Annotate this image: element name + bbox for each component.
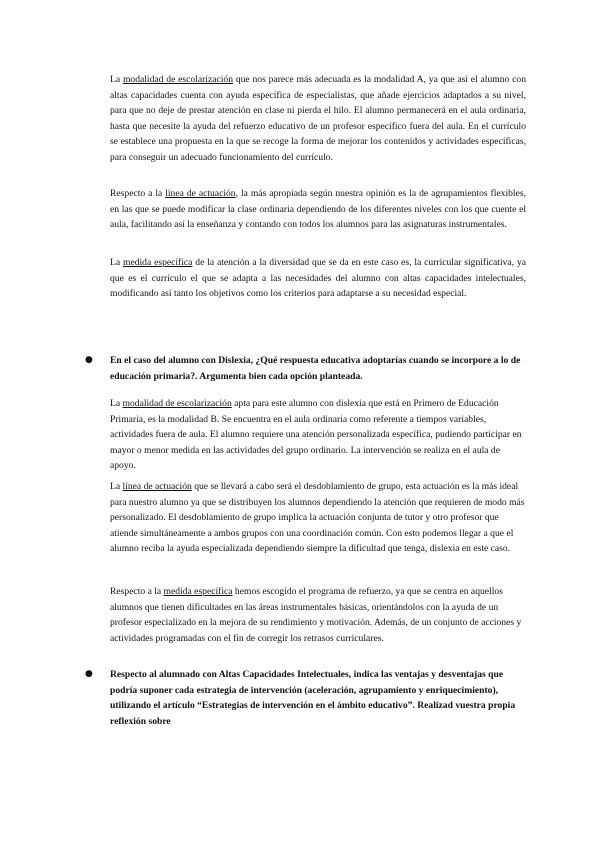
underlined-term: medida específica bbox=[163, 586, 233, 597]
bullet-icon: ● bbox=[85, 355, 93, 365]
underlined-term: línea de actuación bbox=[122, 481, 192, 492]
paragraph-text: Respecto a la bbox=[110, 586, 164, 597]
underlined-term: modalidad de escolarización bbox=[122, 74, 234, 85]
paragraph-text: La bbox=[110, 74, 123, 85]
paragraph-text: hemos escogido el programa de refuerzo, ya que se centra en aquellos alumnos que tienen dificultades en las áreas instrumentales básicas, orientándolos con la ayuda de un profesor especializado en la mejora de su rendimiento y motivación. Además, de un conjunto de acciones y actividades programadas con el fin de corregir los retrasos curriculares. bbox=[110, 586, 522, 644]
paragraph-text: , la más apropiada según nuestra opinión es la de agrupamientos flexibles, en las que se puede modificar la clase ordinaria dependiendo de los diferentes niveles con los que cuente el aula, facilitando así la enseñanza y contando con todos los alumnos para las asignaturas instrumentales. bbox=[110, 188, 526, 231]
paragraph-text: La bbox=[110, 481, 123, 492]
paragraph-modalidad-altas-capacidades bbox=[110, 72, 526, 166]
bullet-icon: ● bbox=[85, 669, 93, 679]
paragraph-text: que nos parece más adecuada es la modalidad A, ya que así el alumno con altas capacidades cuenta con ayuda específica de especialistas, que añade ejercicios adaptados a su nivel, para que no deje de prestar atención en clase ni pierda el hilo. El alumno permanecerá en el aula ordinaria, hasta que necesite la ayuda del refuerzo educativo de un profesor específico fuera del aula. En el currículo se establece una propuesta en la que se recoge la forma de mejorar los contenidos y actividades específicas, para conseguir un adecuado funcionamiento del currículo. bbox=[110, 74, 526, 163]
question-dislexia: En el caso del alumno con Dislexia, ¿Qué respuesta educativa adoptarías cuando se incorpore a lo de educación primaria?. Argumenta bien cada opción planteada. bbox=[110, 355, 521, 382]
paragraph-medida-especifica-altas-capacidades bbox=[110, 255, 526, 302]
paragraph-modalidad-dislexia bbox=[110, 396, 526, 474]
paragraph-text: La bbox=[110, 257, 123, 268]
paragraph-text: de la atención a la diversidad que se da en este caso es, la curricular significativa, ya que es el currículo el que se adapta a las necesidades del alumno con altas capacidades intelectuales, modificando así tanto los objetivos como los criterios para adaptarse a su necesidad especial. bbox=[110, 257, 527, 300]
paragraph-text: apta para este alumno con dislexia que está en Primero de Educación Primaria, es la modalidad B. Se encuentra en el aula ordinaria como referente a tiempos variables, actividades fuera de aula. El alumno requiere una atención personalizada específica, pudiendo participar en mayor o menor medida en las actividades del grupo ordinario. La intervención se realiza en el aula de apoyo. bbox=[110, 398, 522, 472]
underlined-term: modalidad de escolarización bbox=[122, 398, 232, 409]
paragraph-medida-especifica-dislexia bbox=[110, 584, 526, 646]
paragraph-text: Respecto a la bbox=[110, 188, 166, 199]
underlined-term: línea de actuación bbox=[165, 188, 236, 199]
paragraph-text: que se llevará a cabo será el desdoblamiento de grupo, esta actuación es la más ideal para nuestro alumno ya que se distribuyen los alumnos dependiendo la atención que requieren de modo más personalizado. El desdoblamiento de grupo implica la actuación conjunta de tutor y otro profesor que atiende simultáneamente a ambos grupos con una coordinación común. Con esto podemos llegar a que el alumno reciba la ayuda especializada dependiendo siempre la dificultad que tenga, dislexia en este caso. bbox=[110, 481, 525, 555]
question-altas-capacidades: Respecto al alumnado con Altas Capacidades Intelectuales, indica las ventajas y desventajas que podría suponer cada estrategia de intervención (aceleración, agrupamiento y enriquecimiento), utilizando el artículo “Estrategias de intervención en el ámbito educativo”. Realizad vuestra propia reflexión sobre bbox=[110, 669, 516, 727]
paragraph-text: La bbox=[110, 398, 123, 409]
paragraph-linea-actuacion-dislexia bbox=[110, 479, 526, 557]
paragraph-linea-actuacion-altas-capacidades bbox=[110, 186, 526, 233]
underlined-term: medida específica bbox=[122, 257, 193, 268]
